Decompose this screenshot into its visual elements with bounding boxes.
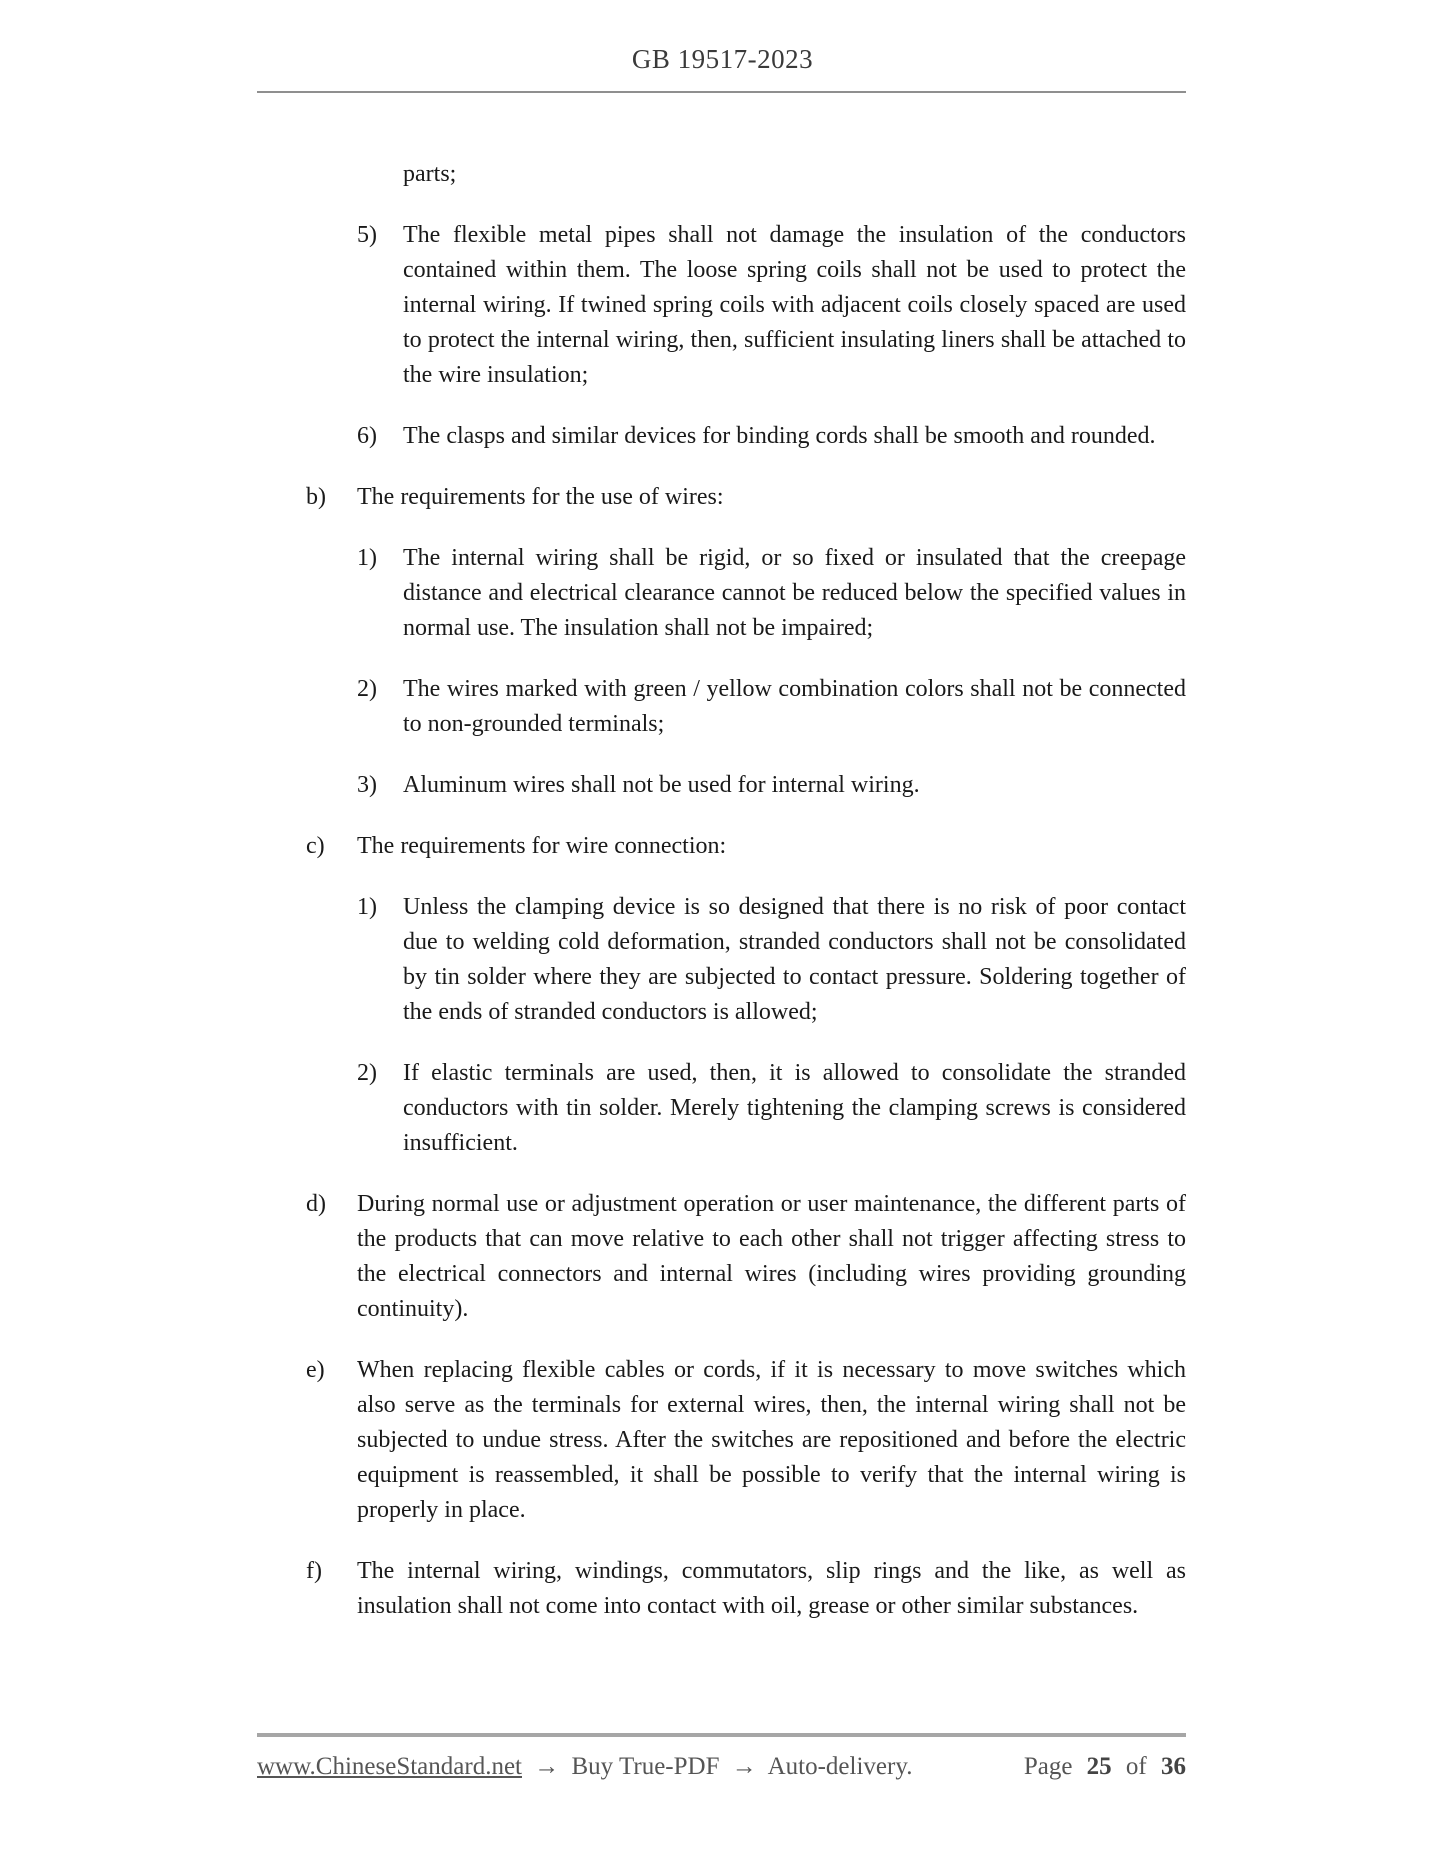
list-item: [257, 1056, 1186, 1161]
page-footer: [257, 1753, 1186, 1781]
list-item-text: During normal use or adjustment operation or user maintenance, the different parts of the products that can move relative to each other shall not trigger affecting stress to the electrical connectors and internal wires (including wires providing grounding continuity).: [357, 1191, 1186, 1322]
list-item-text: The internal wiring, windings, commutators, slip rings and the like, as well as insulation shall not come into contact with oil, grease or other similar substances.: [357, 1558, 1186, 1619]
page-header: [0, 0, 1445, 75]
list-item: [257, 541, 1186, 646]
arrow-icon: →: [731, 1753, 757, 1780]
list-item-text: The requirements for the use of wires:: [357, 484, 724, 510]
list-item-label: 2): [357, 1060, 377, 1086]
list-item-text: The wires marked with green / yellow combination colors shall not be connected to non-grounded terminals;: [403, 676, 1186, 737]
list-item: [257, 419, 1186, 454]
list-item: [257, 768, 1186, 803]
list-item-label: 3): [357, 772, 377, 798]
list-item: [257, 1554, 1186, 1624]
list-item-label: 6): [357, 423, 377, 449]
list-item-text: The requirements for wire connection:: [357, 833, 727, 859]
footer-promo: [257, 1753, 918, 1781]
list-item: [257, 829, 1186, 864]
list-item: [257, 480, 1186, 515]
footer-divider: [257, 1733, 1186, 1737]
list-item-label: f): [306, 1558, 322, 1584]
auto-delivery-label: Auto-delivery.: [767, 1753, 913, 1780]
continuation-line: parts;: [403, 161, 457, 187]
list-item-text: Unless the clamping device is so designed that there is no risk of poor contact due to welding cold deformation, stranded conductors shall not be consolidated by tin solder where they are subjected to contact pressure. Soldering together of the ends of stranded conductors is allowed;: [403, 894, 1186, 1025]
list-item-label: 1): [357, 894, 377, 920]
buy-pdf-label: Buy True-PDF: [571, 1753, 720, 1780]
list-item: [257, 890, 1186, 1030]
list-item-label: 1): [357, 545, 377, 571]
list-item-label: b): [306, 484, 326, 510]
standard-number-title: GB 19517-2023: [631, 44, 814, 74]
website-link[interactable]: www.ChineseStandard.net: [257, 1753, 522, 1780]
list-item-text: The clasps and similar devices for binding cords shall be smooth and rounded.: [403, 423, 1156, 449]
list-item: [257, 1353, 1186, 1528]
document-list: [257, 218, 1186, 1624]
page-indicator: [1024, 1753, 1186, 1781]
list-item-text: If elastic terminals are used, then, it is allowed to consolidate the stranded conductors with tin solder. Merely tightening the clamping screws is considered insufficient.: [403, 1060, 1186, 1156]
list-item-label: 2): [357, 676, 377, 702]
list-item-label: e): [306, 1357, 325, 1383]
document-body: [257, 93, 1186, 1624]
list-item-text: When replacing flexible cables or cords, if it is necessary to move switches which also serve as the terminals for external wires, then, the internal wiring shall not be subjected to undue stress. After the switches are repositioned and before the electric equipment is reassembled, it shall be possible to verify that the internal wiring is properly in place.: [357, 1357, 1186, 1523]
page-word-label: Page: [1023, 1753, 1073, 1780]
list-item: [257, 672, 1186, 742]
arrow-icon: →: [534, 1753, 560, 1780]
list-item-label: 5): [357, 222, 377, 248]
list-item: [257, 218, 1186, 393]
of-word-label: of: [1125, 1753, 1147, 1780]
list-item-text: Aluminum wires shall not be used for internal wiring.: [403, 772, 920, 798]
current-page-number: 25: [1086, 1753, 1112, 1780]
total-page-number: 36: [1161, 1753, 1186, 1780]
list-item: [257, 1187, 1186, 1327]
list-item-text: The flexible metal pipes shall not damage the insulation of the conductors contained within them. The loose spring coils shall not be used to protect the internal wiring. If twined spring coils with adjacent coils closely spaced are used to protect the internal wiring, then, sufficient insulating liners shall be attached to the wire insulation;: [403, 222, 1186, 388]
list-item-label: c): [306, 833, 325, 859]
list-item-label: d): [306, 1191, 326, 1217]
list-item-text: The internal wiring shall be rigid, or so fixed or insulated that the creepage distance and electrical clearance cannot be reduced below the specified values in normal use. The insulation shall not be impaired;: [403, 545, 1186, 641]
